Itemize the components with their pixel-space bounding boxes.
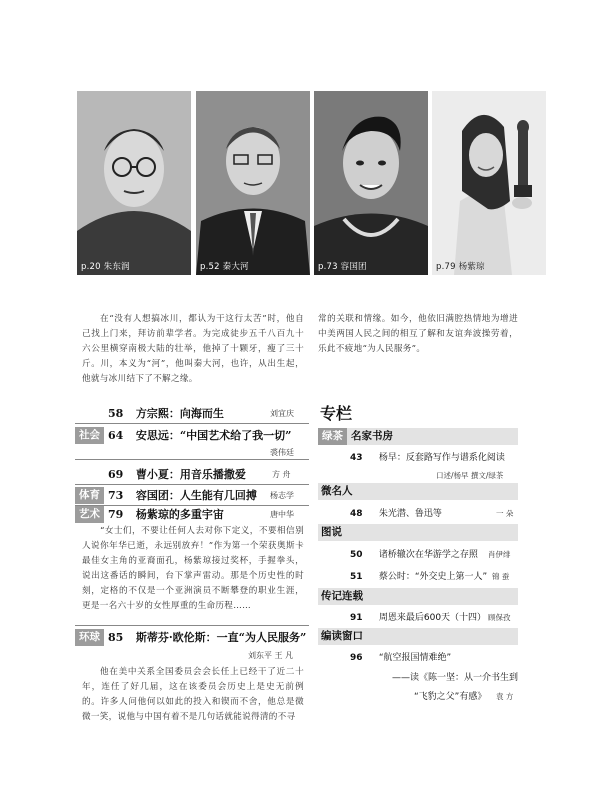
toc-entry-43[interactable] (350, 450, 505, 463)
photo-yang-ziqiong (432, 91, 546, 275)
category-tag-global: 环球 (75, 629, 104, 646)
toc-entry-79[interactable] (108, 506, 224, 522)
entry-title: 方宗熙：向海而生 (135, 407, 224, 420)
toc-entry-69[interactable] (108, 466, 246, 482)
photo-qin-dahe (196, 91, 310, 275)
entry-author: 锦 蚕 (492, 572, 510, 581)
entry-author: 口述/杨早 撰文/绿茶 (436, 471, 504, 480)
toc-entry-91[interactable] (350, 610, 486, 623)
toc-entry-51[interactable] (350, 569, 487, 582)
toc-entry-58[interactable] (108, 405, 224, 421)
portrait-image (432, 91, 546, 275)
entry-author: 刘宜庆 (270, 409, 294, 418)
entry-title: 诸桥辙次在华游学之存照 (378, 550, 478, 560)
portrait-image (77, 91, 191, 275)
section-header-wei-mingren (318, 483, 518, 500)
section-header-mingjia-shufang (318, 428, 518, 445)
section-label: 编读窗口 (321, 630, 363, 642)
entry-title: 斯蒂芬·欧伦斯：一直“为人民服务” (135, 631, 307, 644)
entry-title: 杨紫琼的多重宇宙 (135, 508, 224, 521)
entry-author: 刘东平 王 凡 (248, 651, 294, 660)
page-number: 69 (108, 468, 124, 481)
divider (75, 459, 309, 460)
entry-subtitle-line2: “飞豹之父”有感》 (414, 692, 487, 702)
entry-title: 曹小夏：用音乐播撒爱 (135, 468, 246, 481)
portrait-image (196, 91, 310, 275)
toc-entry-96[interactable] (350, 650, 451, 663)
page-number: 50 (350, 550, 363, 560)
page-number: 43 (350, 453, 363, 463)
intro-paragraph: 在“没有人想搞冰川，都认为干这行太苦”时，他自己找上门来，拜访前辈学者。为完成徒步五千八百九十六公里横穿南极大陆的壮举，他掉了十颗牙，瘦了三十斤。川，本义为“河”，他叫秦大河，也许，从出生起，他就与冰川结下了不解之缘。 (82, 314, 304, 384)
page-number: 48 (350, 509, 363, 519)
closing-paragraph: 他在美中关系全国委员会会长任上已经干了近二十年，连任了好几届，这在该委员会历史上是史无前例的。许多人问他何以如此的投入和锲而不舍，他总是微微一笑，说他与中国有着不是几句话就能说得清的不寻 (82, 667, 304, 722)
photo-caption: p.73 容国团 (318, 262, 367, 272)
entry-author: 肖伊绯 (488, 550, 511, 559)
entry-title: “航空报国情难绝” (378, 653, 452, 663)
page-number: 64 (108, 429, 124, 442)
page-number: 91 (350, 613, 363, 623)
entry-title: 周恩来最后600天（十四） (378, 613, 487, 623)
photo-caption: p.79 杨紫琼 (436, 262, 485, 272)
toc-entry-48[interactable] (350, 506, 442, 519)
section-header-biandu-chuangkou (318, 628, 518, 645)
photo-zhu-dongrun (77, 91, 191, 275)
entry-author: 方 舟 (272, 470, 291, 479)
section-label: 名家书房 (351, 430, 393, 442)
toc-entry-73[interactable] (108, 487, 257, 503)
toc-entry-50[interactable] (350, 547, 478, 560)
section-label: 微名人 (321, 485, 353, 497)
divider (75, 484, 309, 485)
entry-subtitle-line1: ——读《陈一坚：从一介书生到 (392, 673, 519, 683)
entry-author: 唐中华 (270, 510, 294, 519)
photo-rong-guotuan (314, 91, 428, 275)
page-number: 73 (108, 489, 124, 502)
page-number: 85 (108, 631, 124, 644)
entry-title: 朱光潜、鲁迅等 (378, 509, 442, 519)
entry-title: 容国团：人生能有几回搏 (135, 489, 257, 502)
page-number: 51 (350, 572, 363, 582)
entry-author: 裘伟廷 (270, 448, 294, 457)
portrait-image (314, 91, 428, 275)
section-label: 传记连载 (321, 590, 363, 602)
category-tag-sports: 体育 (75, 487, 104, 504)
section-header-tushuo (318, 524, 518, 541)
toc-entry-85[interactable] (108, 629, 306, 645)
page-number: 58 (108, 407, 124, 420)
photo-caption: p.52 秦大河 (200, 262, 249, 272)
divider (75, 625, 309, 626)
section-label-highlight: 绿茶 (318, 428, 347, 445)
category-tag-art: 艺术 (75, 506, 104, 523)
divider (75, 423, 309, 424)
entry-title: 蔡公时：“外交史上第一人” (378, 572, 488, 582)
section-label: 图说 (321, 526, 342, 538)
section-header-zhuanji-lianzai (318, 588, 518, 605)
toc-entry-64[interactable] (108, 427, 292, 443)
entry-author: 一 朵 (496, 509, 514, 518)
page-number: 79 (108, 508, 124, 521)
page-number: 96 (350, 653, 363, 663)
entry-author: 袁 方 (496, 692, 514, 701)
right-continuation-paragraph: 常的关联和情缘。如今，他依旧满腔热情地为增进中美两国人民之间的相互了解和友谊奔波操劳着，乐此不疲地“为人民服务”。 (318, 314, 518, 354)
category-tag-society: 社会 (75, 427, 104, 444)
column-section-title: 专栏 (320, 404, 353, 423)
quote-paragraph: “女士们，不要让任何人去对你下定义，不要相信别人说你年华已逝，永远别放弃！”作为第一个荣获奥斯卡最佳女主角的亚裔面孔，杨紫琼接过奖杯，手握拳头，说出这番话的瞬间，台下掌声雷动。那是个历史性的时刻，定格的不仅是一个亚洲演员不断攀登的职业生涯，更是一名六十岁的女性厚重的生命历程…… (82, 526, 304, 611)
entry-title: 安思远：“中国艺术给了我一切” (135, 429, 292, 442)
entry-title: 杨早：反套路写作与谱系化阅读 (378, 453, 505, 463)
entry-author: 杨志学 (270, 491, 294, 500)
entry-author: 顾保孜 (488, 613, 511, 622)
photo-caption: p.20 朱东润 (81, 262, 130, 272)
